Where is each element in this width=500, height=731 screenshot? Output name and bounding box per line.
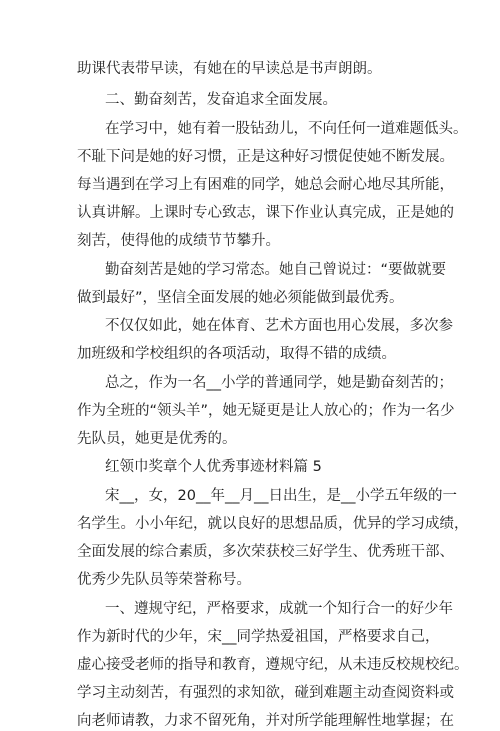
text-line-content: 宋__，女，20__年__月__日出生，是__小学五年级的一 [105,488,457,504]
text-line-content: 一、遵规守纪，严格要求，成就一个知行合一的好少年 [105,601,453,617]
text-line-content: 加班级和学校组织的各项活动，取得不错的成绩。 [77,346,396,362]
text-line-content: 刻苦，使得他的成绩节节攀升。 [77,233,280,249]
text-line-content: 二、勤奋刻苦，发奋追求全面发展。 [105,92,337,108]
text-line-content: 总之，作为一名__小学的普通同学，她是勤奋刻苦的； [105,375,453,391]
text-line-content: 先队员，她更是优秀的。 [77,431,237,447]
text-line-content: 助课代表带早读，有她在的早读总是书声朗朗。 [77,61,382,77]
text-line-content: 向老师请教，力求不留死角，并对所学能理解性地掌握；在 [77,713,454,729]
text-line-content: 作为新时代的少年，宋__同学热爱祖国，严格要求自己， [77,629,440,645]
text-line-content: 虚心接受老师的指导和教育，遵规守纪，从未违反校规校纪。 [77,657,469,673]
text-line-content: 做到最好”，坚信全面发展的她必须能做到最优秀。 [77,290,404,306]
text-line-content: 红领巾奖章个人优秀事迹材料篇 5 [105,459,322,475]
text-line-content: 每当遇到在学习上有困难的同学，她总会耐心地尽其所能， [77,177,454,193]
text-line-content: 作为全班的“领头羊”，她无疑更是让人放心的；作为一名少 [77,403,455,419]
text-line-content: 全面发展的综合素质，多次荣获校三好学生、优秀班干部、 [77,544,454,560]
text-line-content: 学习主动刻苦，有强烈的求知欲，碰到难题主动查阅资料或 [77,685,454,701]
text-line-content: 不仅仅如此，她在体育、艺术方面也用心发展，多次参 [105,318,453,334]
text-line-content: 名学生。小小年纪，就以良好的思想品质，优异的学习成绩， [77,516,469,532]
text-line-content: 优秀少先队员等荣誉称号。 [77,572,251,588]
text-line-content: 勤奋刻苦是她的学习常态。她自己曾说过：“要做就要 [105,262,447,278]
text-line-content: 不耻下问是她的好习惯，正是这种好习惯促使她不断发展。 [77,149,454,165]
text-line-content: 认真讲解。上课时专心致志，课下作业认真完成，正是她的 [77,205,454,221]
text-line-content: 在学习中，她有着一股钻劲儿，不向任何一道难题低头。 [105,121,468,137]
